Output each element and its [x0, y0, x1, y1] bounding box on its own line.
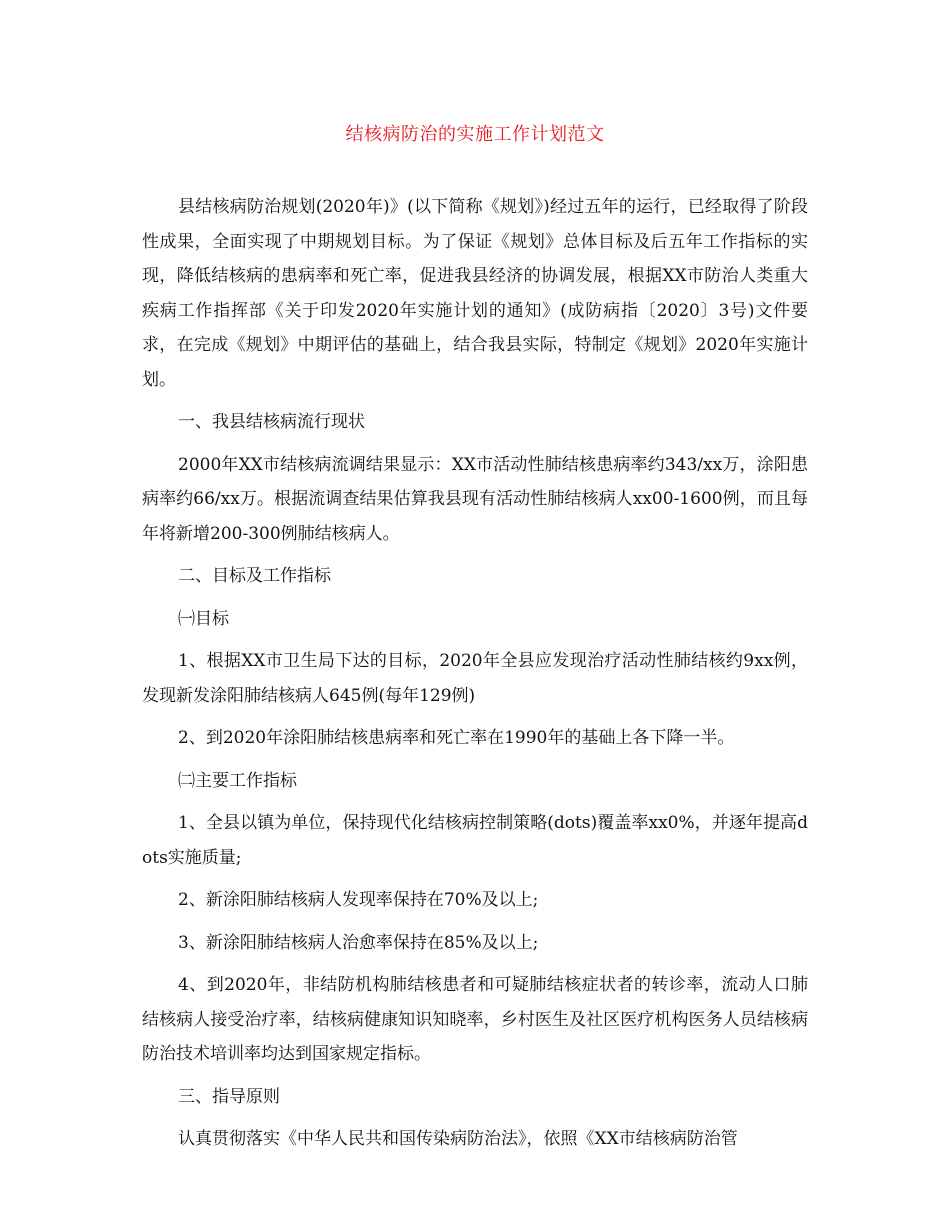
paragraph-intro: 县结核病防治规划(2020年)》(以下简称《规划》)经过五年的运行，已经取得了阶段性成果，全面实现了中期规划目标。为了保证《规划》总体目标及后五年工作指标的实现，降低结核病的患病率和死亡率，促进我县经济的协调发展，根据XX市防治人类重大疾病工作指挥部《关于印发2020年实施计划的通知》(成防病指〔2020〕3号)文件要求，在完成《规划》中期评估的基础上，结合我县实际，特制定《规划》2020年实施计划。 — [142, 197, 808, 390]
heading-section-2: 二、目标及工作指标 — [178, 566, 331, 586]
heading-section-3: 三、指导原则 — [178, 1086, 280, 1107]
document-title: 结核病防治的实施工作计划范文 — [345, 124, 605, 145]
goal-item-2: 2、到2020年涂阳肺结核患病率和死亡率在1990年的基础上各下降一半。 — [178, 728, 735, 748]
indicator-item-1: 1、全县以镇为单位，保持现代化结核病控制策略(dots)覆盖率xx0%，并逐年提高dots实施质量; — [142, 813, 808, 868]
heading-section-1: 一、我县结核病流行现状 — [178, 412, 365, 432]
paragraph-prevalence: 2000年XX市结核病流调结果显示：XX市活动性肺结核患病率约343/xx万，涂阳患病率约66/xx万。根据流调查结果估算我县现有活动性肺结核病人xx00-1600例，而且每年将新增200-300例肺结核病人。 — [142, 454, 808, 544]
goal-item-1: 1、根据XX市卫生局下达的目标，2020年全县应发现治疗活动性肺结核约9xx例，发现新发涂阳肺结核病人645例(每年129例) — [142, 651, 808, 706]
indicator-item-4: 4、到2020年，非结防机构肺结核患者和可疑肺结核症状者的转诊率，流动人口肺结核病人接受治疗率，结核病健康知识知晓率，乡村医生及社区医疗机构医务人员结核病防治技术培训率均达到国家规定指标。 — [142, 975, 808, 1064]
paragraph-principles: 认真贯彻落实《中华人民共和国传染病防治法》，依照《XX市结核病防治管 — [178, 1129, 738, 1149]
document-body — [142, 190, 808, 1165]
indicator-item-3: 3、新涂阳肺结核病人治愈率保持在85%及以上; — [178, 932, 539, 953]
indicator-item-2: 2、新涂阳肺结核病人发现率保持在70%及以上; — [178, 890, 539, 910]
subheading-indicators: ㈡主要工作指标 — [178, 770, 297, 791]
subheading-goals: ㈠目标 — [178, 608, 229, 629]
